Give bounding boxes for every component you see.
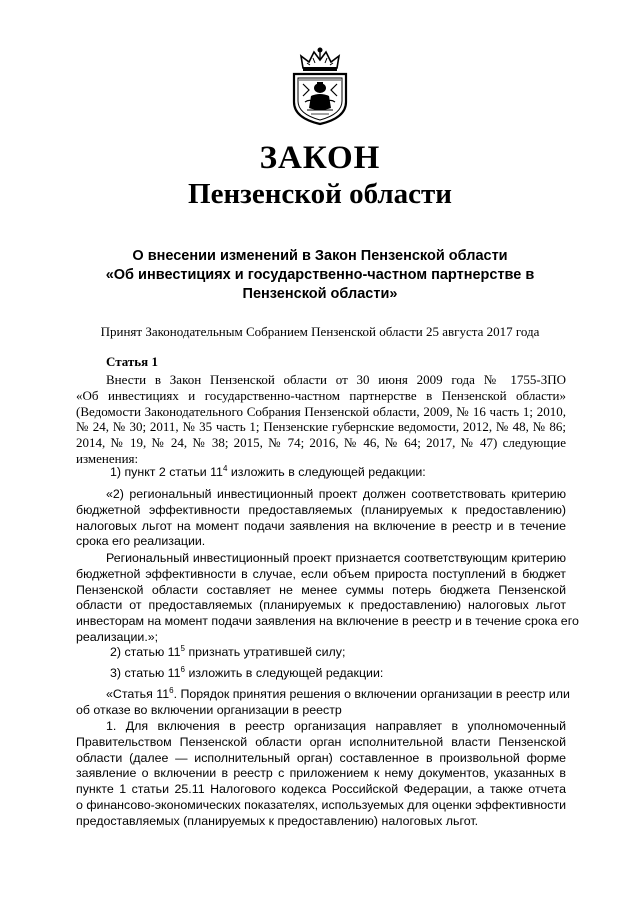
superscript: 6 [180, 664, 185, 674]
text-line: бюджетной эффективности в случае, если объем прироста поступлений в бюджет [76, 566, 566, 581]
item-text: изложить в следующей редакции: [185, 666, 384, 680]
quoted-paragraph [76, 551, 579, 646]
text-line: бюджетной эффективности предоставляемых (планируемых к предоставлению) [76, 502, 566, 517]
text-line: Пензенской области составляет не менее суммы потерь бюджета Пензенской [76, 582, 566, 597]
text-line: (Ведомости Законодательного Собрания Пензенской области, 2009, № 16 часть 1; 2010, [76, 403, 566, 419]
item-text: 1) пункт 2 статьи 11 [110, 465, 223, 479]
coat-of-arms-emblem [289, 46, 351, 126]
article-heading: Статья 1 [106, 354, 158, 369]
text-line: заявление о включении в реестр с приложением к нему документов, указанных в [76, 766, 566, 781]
text-line: «2) региональный инвестиционный проект должен соответствовать критерию [106, 487, 566, 501]
text-line: срока его реализации. [76, 534, 206, 549]
item-text: 3) статью 11 [110, 666, 181, 680]
text-line: о финансово-экономических показателях, используемых для оценки эффективности [76, 797, 567, 812]
text-line: об отказе во включении организации в реестр [76, 702, 342, 717]
adoption-note: Принят Законодательным Собранием Пензенской области 25 августа 2017 года [100, 324, 540, 339]
title-text: «Статья 11 [106, 687, 170, 701]
text-line: налоговых льгот на момент подачи заявления на включение в реестр и в течение [76, 518, 566, 533]
article-title [76, 685, 570, 719]
law-name [80, 247, 560, 304]
text-line: пункте 1 статьи 25.11 Налогового кодекса Российской Федерации, а также отчета [76, 782, 566, 797]
text-line: инвесторам на момент подачи заявления на включение в реестр и в течение срока его [76, 614, 579, 629]
text-line: № 24, № 30; 2011, № 35 часть 1; Пензенские губернские ведомости, 2012, № 48, № 86; [76, 419, 566, 435]
text-line: 1. Для включения в реестр организация направляет в уполномоченный [106, 719, 566, 733]
law-name-line: «Об инвестициях и государственно-частном партнерстве в [105, 267, 535, 283]
item-text: признать утратившей силу; [185, 645, 346, 659]
article-intro [76, 372, 566, 467]
list-item [76, 645, 566, 661]
law-name-line: О внесении изменений в Закон Пензенской области [132, 248, 508, 264]
list-item [76, 465, 566, 481]
text-line: 2014, № 19, № 24, № 38; 2015, № 74; 2016, № 46, № 64; 2017, № 47) следующие [76, 435, 566, 451]
text-line: «Об инвестициях и государственно-частном партнерстве в Пензенской области» [76, 387, 566, 403]
document-region: Пензенской области [188, 178, 452, 210]
list-item [76, 666, 566, 682]
title-text: . Порядок принятия решения о включении организации в реестр или [173, 687, 570, 701]
item-text: 2) статью 11 [110, 645, 181, 659]
text-line: реализации.»; [76, 629, 159, 644]
text-line: изменения: [76, 450, 139, 466]
item-text: изложить в следующей редакции: [227, 465, 426, 479]
paragraph [76, 719, 566, 830]
text-line: предоставляемых (планируемых к предоставлению) налоговых льгот. [76, 813, 479, 828]
quoted-paragraph [76, 487, 566, 550]
superscript: 6 [169, 685, 174, 695]
text-line: области (далее — исполнительный орган) составленное в произвольной форме [76, 750, 566, 765]
document-title: ЗАКОН [259, 140, 381, 176]
text-line: области от предоставляемых (планируемых к предоставлению) налоговых льгот [76, 598, 566, 613]
text-line: Внести в Закон Пензенской области от 30 июня 2009 года № 1755-ЗПО [106, 372, 566, 387]
superscript: 5 [180, 643, 185, 653]
crown-shield-icon [289, 46, 351, 126]
superscript: 4 [222, 463, 228, 473]
text-line: Правительством Пензенской области орган исполнительной власти Пензенской [76, 734, 566, 749]
law-name-line: Пензенской области» [242, 286, 398, 302]
text-line: Региональный инвестиционный проект признается соответствующим критерию [106, 551, 566, 565]
